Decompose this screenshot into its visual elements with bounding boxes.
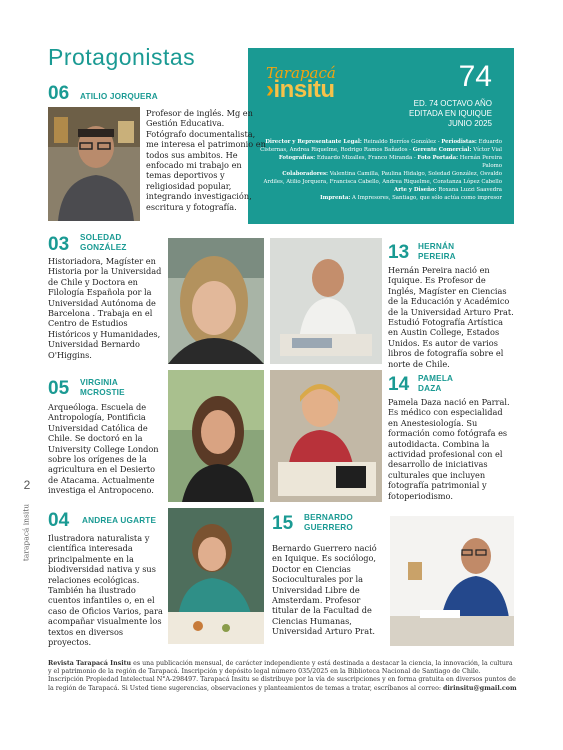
credit-value: Eduardo Mizalles, Franco Miranda <box>316 155 413 161</box>
profile-number: 05 <box>48 378 70 399</box>
profile-name: PAMELA DAZA <box>418 374 453 393</box>
logo-main <box>266 76 335 104</box>
side-label: tarapacá insitu <box>21 503 31 562</box>
profile-bio: Bernardo Guerrero nació en Iquique. Es sociólogo, Doctor en Ciencias Socioculturales por la Universidad Libre de Amsterdam. Profesor titular de la Facultad de Ciencias Humanas, Universidad Arturo Prat. <box>272 543 377 637</box>
profile-number: 03 <box>48 234 70 255</box>
footer-body: es una publicación mensual, de carácter independiente y está destinada a destacar la ciencia, la innovación, la cultura y el patrimonio de la región de Tarapacá. Inscripción y depósito legal número 035/2025 en la Biblioteca Nacional de Santiago de Chile. Inscripción Propiedad Intelectual N°A-298497. Tarapacá Insitu se distribuye por la vía de suscripciones y en forma gratuita en diversos puntos de la región de Tarapacá. Si Usted tiene sugerencias, observaciones y planteamientos de temas a tratar, escríbanos al correo: <box>48 660 516 692</box>
profile-name: ATILIO JORQUERA <box>80 92 158 101</box>
profile-photo-soledad <box>168 238 264 364</box>
edition-info <box>372 99 492 129</box>
logo-arrow-icon: › <box>266 76 274 103</box>
profile-number: 04 <box>48 510 70 531</box>
credit-value: Víctor Vial <box>473 147 502 153</box>
masthead-box <box>248 48 514 224</box>
profile-number: 14 <box>388 374 410 395</box>
profile-bio: Historiadora, Magíster en Historia por la Universidad de Chile y Doctora en Filología Española por la Universidad Autónoma de Barcelona . Trabaja en el Centro de Estudios Históricos y Humanidades, Universidad Bernardo O'Higgins. <box>48 256 162 360</box>
credit-value: Reinaldo Berríos González <box>363 139 436 145</box>
credit-value: A Impresores, Santiago, que sólo actúa como impresor <box>352 195 502 201</box>
footer-lead: Revista Tarapacá Insitu <box>48 660 132 667</box>
footer-text <box>48 660 518 693</box>
profile-number: 06 <box>48 83 70 104</box>
profile-name: SOLEDAD GONZÁLEZ <box>80 233 127 252</box>
profile-photo-virginia <box>168 370 264 502</box>
credit-label: Colaboradores: <box>282 171 329 177</box>
credit-value: Roxana Luzzi Saavedra <box>438 187 502 193</box>
edition-line-2: EDITADA EN IQUIQUE <box>409 109 492 118</box>
profile-number: 13 <box>388 242 410 263</box>
profile-name: HERNÁN PEREIRA <box>418 242 456 261</box>
logo-top: Tarapacá <box>266 64 336 82</box>
profile-photo-andrea <box>168 508 264 644</box>
profile-bio: Hernán Pereira nació en Iquique. Es Profesor de Inglés, Magíster en Ciencias de la Educación y Académico de la Universidad Arturo Prat. Estudió Fotografía Artística en Austin College, Estados Unidos. Es autor de varios libros de fotografía sobre el norte de Chile. <box>388 265 514 369</box>
edition-line-1: ED. 74 OCTAVO AÑO <box>413 99 492 108</box>
edition-line-3: JUNIO 2025 <box>447 119 492 128</box>
profile-bio: Ilustradora naturalista y científica interesada principalmente en la biodiversidad nativa y sus relaciones ecológicas. También ha ilustrado cuentos infantiles o, en el caso de Oficios Varios, para acompañar visualmente los textos en diversos proyectos. <box>48 533 163 648</box>
credit-label: Gerente Comercial: <box>412 147 472 153</box>
page-number: 2 <box>23 478 31 492</box>
credit-label: Imprenta: <box>320 195 351 201</box>
credits: Director y Representante Legal: Reinaldo Berríos González - Periodistas: Eduardo Cisternas, Andrea Riquelme, Rodrigo Ramos Bañados - Gerente Comercial: Víctor Vial Fotografías: Eduardo Mizalles, Franco Miranda - Foto Portada: Hernán Pereira Palomo Colaboradores: Valentina Camilla, Paulina Hidalgo, Soledad González, Osvaldo Ardiles, Atilio Jorquera, Francisca Cabello, Andrea Riquelme, Constanza López Cabello Arte y Diseño: Roxana Luzzi Saavedra Imprenta: A Impresores, Santiago, que sólo actúa como impresor <box>260 139 502 201</box>
profile-bio: Arqueóloga. Escuela de Antropología, Pontificia Universidad Católica de Chile. Se doctoró en la University College London sobre los orígenes de la agricultura en el Desierto de Atacama. Actualmente investiga el Antropoceno. <box>48 402 159 496</box>
footer-email: dirinsitu@gmail.com <box>442 684 517 692</box>
page-marker <box>20 478 34 568</box>
profile-photo-bernardo <box>390 516 514 646</box>
credit-value: Valentina Camilla, Paulina Hidalgo, Soledad González, Osvaldo Ardiles, Atilio Jorquera, Francisca Cabello, Andrea Riquelme, Constanza López Cabello <box>263 171 502 185</box>
profile-photo-atilio <box>48 107 140 221</box>
credit-label: Arte y Diseño: <box>394 187 437 193</box>
credit-value: Hernán Pereira Palomo <box>459 155 502 169</box>
page-title: Protagonistas <box>48 44 196 70</box>
profile-name: ANDREA UGARTE <box>82 516 157 525</box>
issue-number: 74 <box>458 60 492 93</box>
profile-photo-hernan <box>270 238 382 364</box>
logo-main-text: insitu <box>273 76 335 103</box>
credit-label: Director y Representante Legal: <box>265 139 362 145</box>
profile-name: BERNARDO GUERRERO <box>304 513 353 532</box>
profile-photo-pamela <box>270 370 382 502</box>
credit-value: Eduardo Cisternas, Andrea Riquelme, Rodrigo Ramos Bañados <box>260 139 502 153</box>
profile-number: 15 <box>272 513 294 534</box>
credit-label: Foto Portada: <box>417 155 459 161</box>
credit-label: Periodistas: <box>441 139 477 145</box>
profile-bio: Profesor de inglés. Mg en Gestión Educativa. Fotógrafo documentalista, me interesa el patrimonio en todos sus ambitos. He enfocado mi trabajo en temas deportivos y religiosidad popular, integrando investigación, escritura y fotografía. <box>146 108 266 212</box>
profile-name: VIRGINIA MCROSTIE <box>80 378 125 397</box>
profile-bio: Pamela Daza nació en Parral. Es médico con especialidad en Anestesiología. Su formación como fotógrafa es autodidacta. Combina la actividad profesional con el desarrollo de iniciativas culturales que incluyen fotografía patrimonial y fotoperiodismo. <box>388 397 510 501</box>
credit-label: Fotografías: <box>278 155 316 161</box>
